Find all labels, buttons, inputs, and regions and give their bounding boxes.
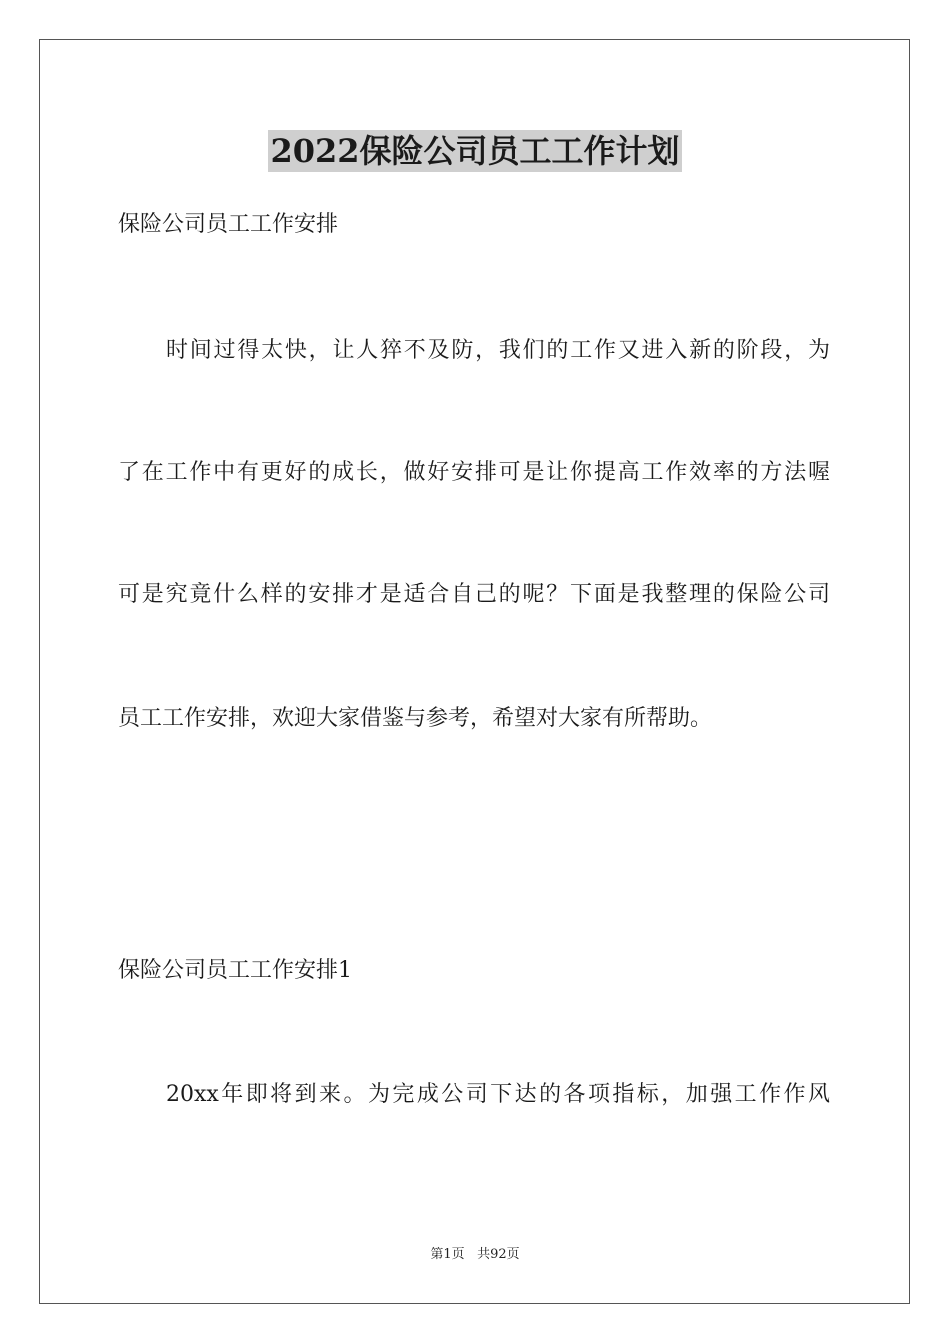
document-title-wrapper — [0, 128, 950, 174]
paragraph-line-2: 了在工作中有更好的成长，做好安排可是让你提高工作效率的方法喔 — [118, 460, 830, 485]
document-title: 2022保险公司员工工作计划 — [270, 132, 680, 170]
current-page: 第1页 — [430, 1247, 465, 1262]
total-pages: 共92页 — [477, 1247, 520, 1262]
paragraph-line-5: 20xx年即将到来。为完成公司下达的各项指标，加强工作作风 — [166, 1082, 830, 1107]
paragraph-line-3: 可是究竟什么样的安排才是适合自己的呢？下面是我整理的保险公司 — [118, 582, 830, 607]
paragraph-line-1: 时间过得太快，让人猝不及防，我们的工作又进入新的阶段，为 — [166, 338, 830, 363]
paragraph-line-4: 员工工作安排，欢迎大家借鉴与参考，希望对大家有所帮助。 — [118, 706, 713, 731]
section-heading-1: 保险公司员工工作安排1 — [118, 958, 352, 983]
section-heading: 保险公司员工工作安排 — [118, 212, 339, 237]
page-footer — [0, 1246, 950, 1264]
